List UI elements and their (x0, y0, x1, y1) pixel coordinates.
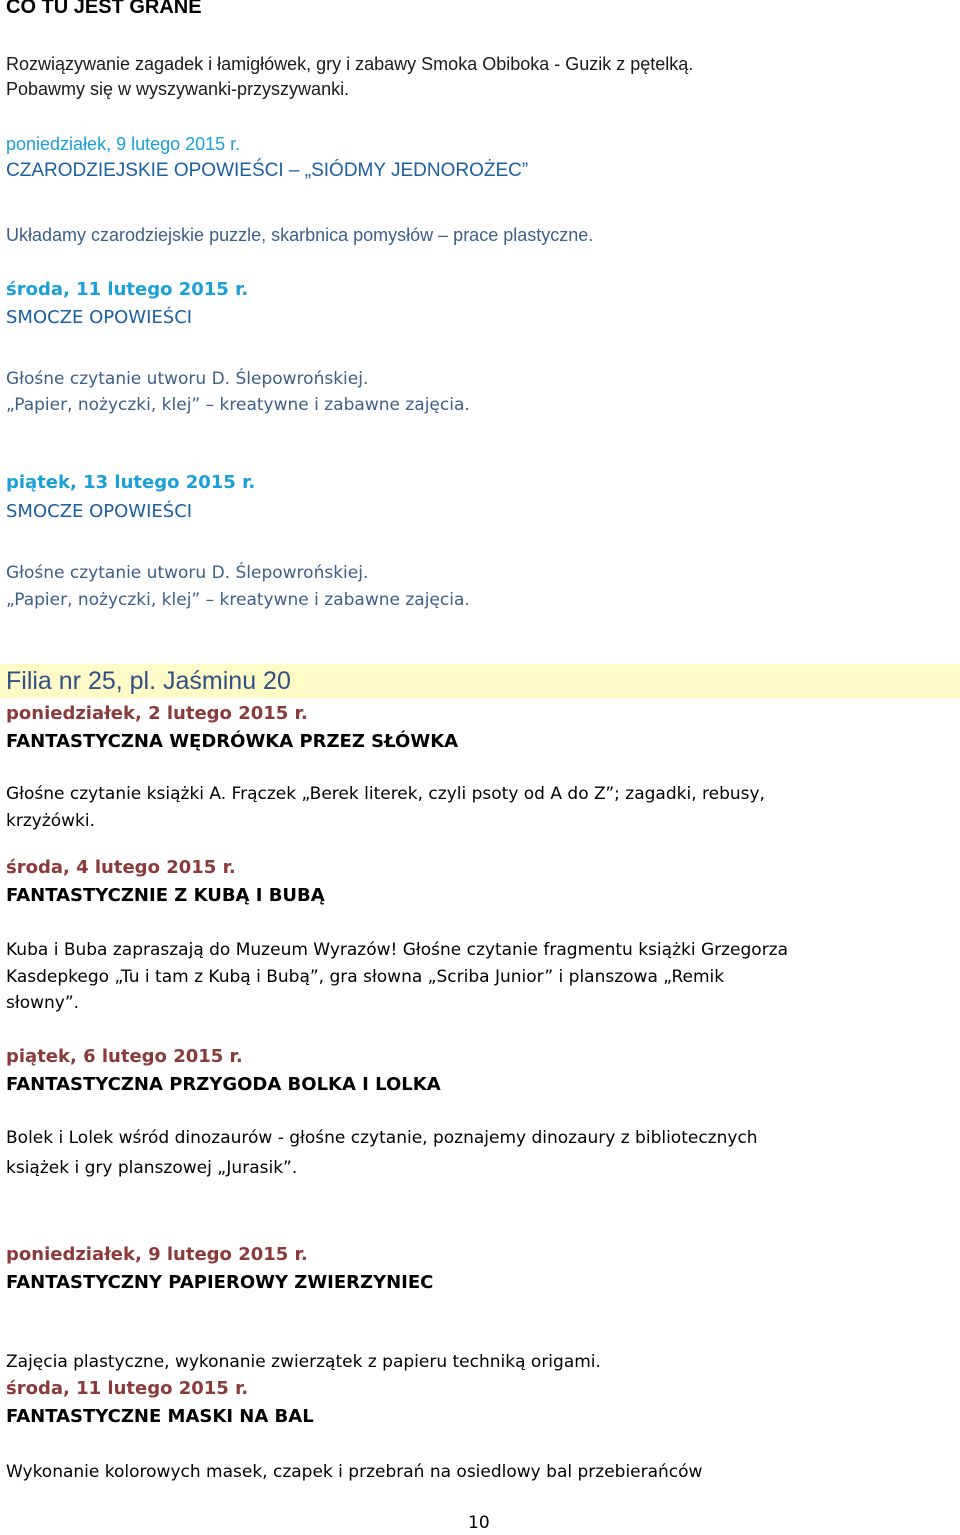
event-description: Kuba i Buba zapraszają do Muzeum Wyrazów! Głośne czytanie fragmentu książki Grzegorza (6, 940, 789, 960)
page-title: CO TU JEST GRANE (6, 0, 202, 18)
event-description: Układamy czarodziejskie puzzle, skarbnica pomysłów – prace plastyczne. (6, 225, 594, 245)
event-title: SMOCZE OPOWIEŚCI (6, 501, 193, 522)
branch-name: Filia nr 25, pl. Jaśminu 20 (6, 667, 291, 695)
event-title: FANTASTYCZNY PAPIEROWY ZWIERZYNIEC (6, 1272, 434, 1293)
event-description: „Papier, nożyczki, klej” – kreatywne i zabawne zajęcia. (6, 395, 470, 415)
event-title: SMOCZE OPOWIEŚCI (6, 307, 193, 328)
event-title: CZARODZIEJSKIE OPOWIEŚCI – „SIÓDMY JEDNOROŻEC” (6, 160, 529, 181)
event-title: FANTASTYCZNA WĘDRÓWKA PRZEZ SŁÓWKA (6, 731, 459, 752)
event-date: środa, 11 lutego 2015 r. (6, 279, 249, 300)
event-description: Głośne czytanie utworu D. Ślepowrońskiej. (6, 563, 369, 583)
event-title: FANTASTYCZNE MASKI NA BAL (6, 1406, 314, 1427)
event-description: Głośne czytanie utworu D. Ślepowrońskiej. (6, 369, 369, 389)
event-date: piątek, 13 lutego 2015 r. (6, 472, 256, 493)
event-title: FANTASTYCZNIE Z KUBĄ I BUBĄ (6, 885, 325, 906)
event-description: Wykonanie kolorowych masek, czapek i przebrań na osiedlowy bal przebierańców (6, 1462, 703, 1482)
event-description: Głośne czytanie książki A. Frączek „Berek literek, czyli psoty od A do Z”; zagadki, rebusy, (6, 784, 765, 804)
event-description: Bolek i Lolek wśród dinozaurów - głośne czytanie, poznajemy dinozaury z bibliotecznych (6, 1128, 758, 1148)
intro-line-1: Rozwiązywanie zagadek i łamigłówek, gry i zabawy Smoka Obiboka - Guzik z pętelką. (6, 54, 694, 74)
event-date: poniedziałek, 2 lutego 2015 r. (6, 703, 308, 724)
event-date: środa, 4 lutego 2015 r. (6, 857, 236, 878)
event-description: „Papier, nożyczki, klej” – kreatywne i zabawne zajęcia. (6, 590, 470, 610)
event-date: środa, 11 lutego 2015 r. (6, 1378, 249, 1399)
event-description: Kasdepkego „Tu i tam z Kubą i Bubą”, gra słowna „Scriba Junior” i planszowa „Remik (6, 967, 725, 987)
page-number: 10 (468, 1513, 490, 1533)
event-date: poniedziałek, 9 lutego 2015 r. (6, 134, 241, 154)
event-date: piątek, 6 lutego 2015 r. (6, 1046, 243, 1067)
event-description: słowny”. (6, 993, 80, 1013)
event-date: poniedziałek, 9 lutego 2015 r. (6, 1244, 308, 1265)
intro-line-2: Pobawmy się w wyszywanki-przyszywanki. (6, 79, 350, 99)
event-description: książek i gry planszowej „Jurasik”. (6, 1158, 298, 1178)
event-description: krzyżówki. (6, 811, 96, 831)
event-description: Zajęcia plastyczne, wykonanie zwierzątek z papieru techniką origami. (6, 1352, 601, 1372)
event-title: FANTASTYCZNA PRZYGODA BOLKA I LOLKA (6, 1074, 441, 1095)
